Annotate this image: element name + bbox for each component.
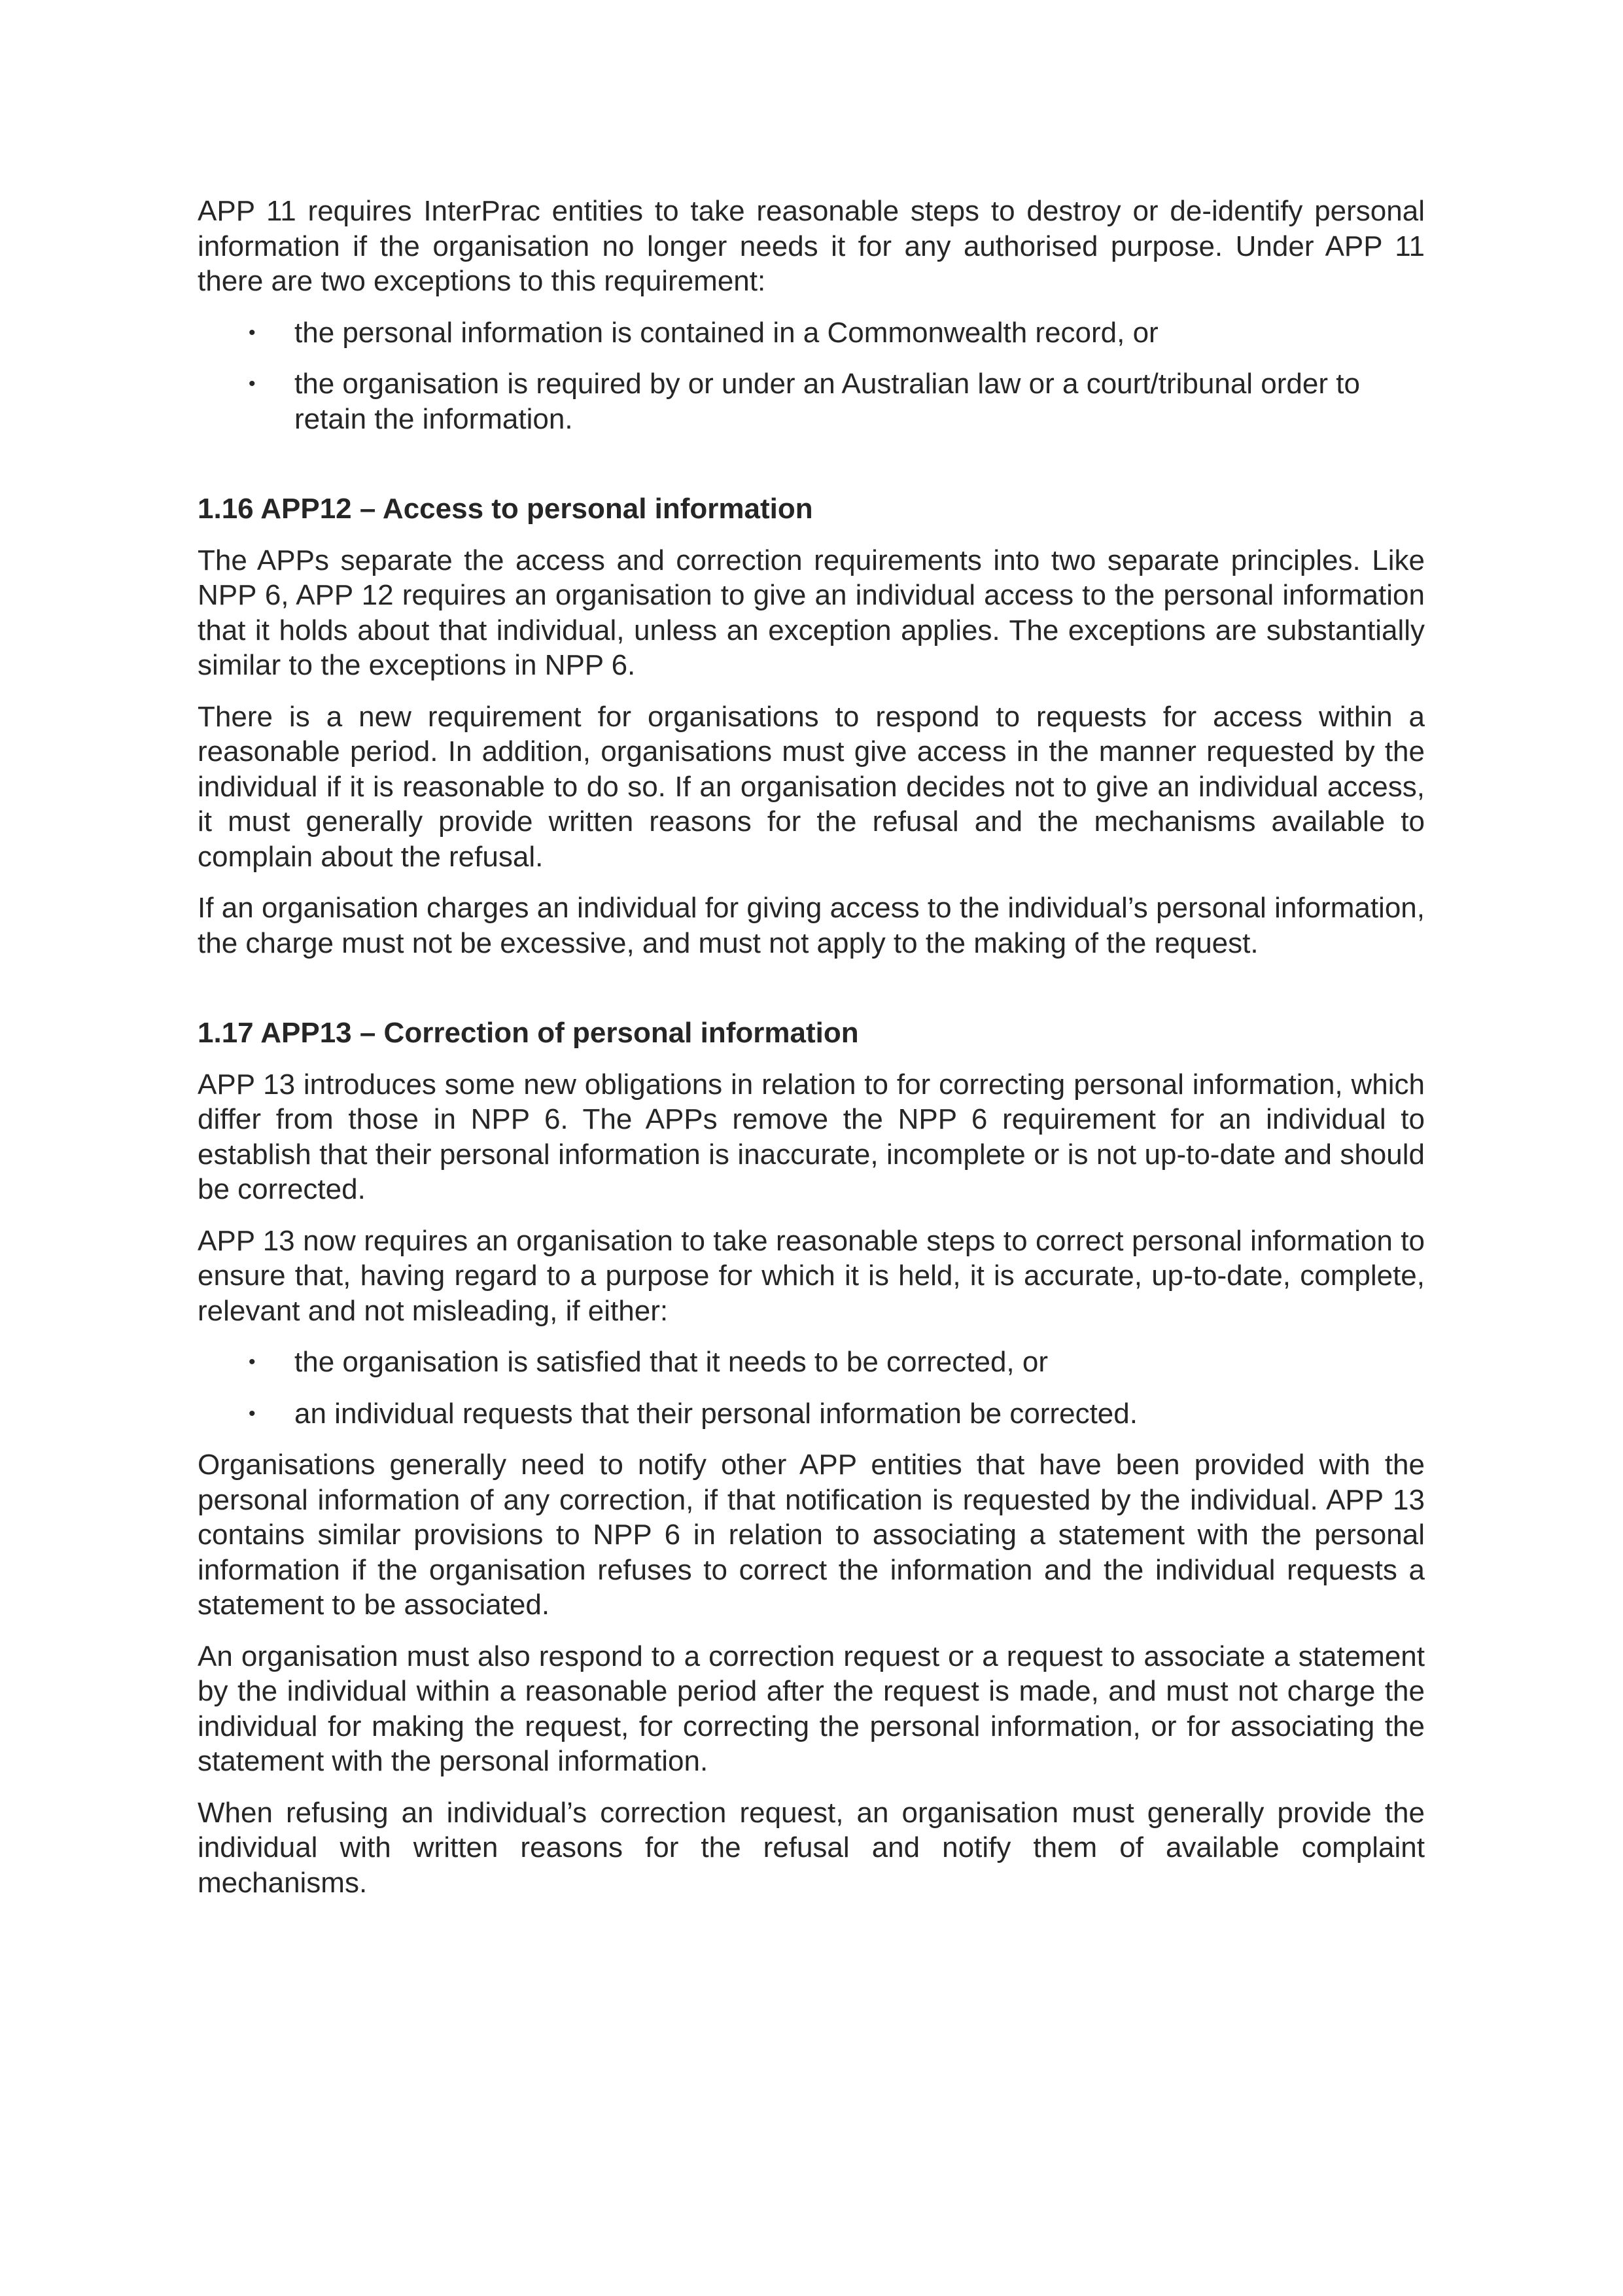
list-item <box>198 366 1425 436</box>
list-item-text: the personal information is contained in a Commonwealth record, or <box>294 316 1159 349</box>
section-heading-1-16: 1.16 APP12 – Access to personal information <box>198 493 813 525</box>
list-item <box>198 315 1425 351</box>
paragraph: When refusing an individual’s correction request, an organisation must generally provide the individual with written reasons for the refusal and notify them of available complaint mechanisms. <box>198 1796 1425 1899</box>
bullet-icon: • <box>249 1351 256 1373</box>
intro-bullet-list <box>198 315 1425 437</box>
document-page <box>198 194 1425 1916</box>
paragraph: There is a new requirement for organisations to respond to requests for access within a reasonable period. In addition, organisations must give access in the manner requested by the individual if it is reasonable to do so. If an organisation decides not to give an individual access, it must generally provide written reasons for the refusal and the mechanisms available to complain about the refusal. <box>198 700 1425 873</box>
paragraph: APP 13 introduces some new obligations in relation to for correcting personal information, which differ from those in NPP 6. The APPs remove the NPP 6 requirement for an individual to establish that their personal information is inaccurate, incomplete or is not up-to-date and should be corrected. <box>198 1068 1425 1205</box>
bullet-icon: • <box>249 373 256 395</box>
bullet-icon: • <box>249 321 256 344</box>
intro-paragraph: APP 11 requires InterPrac entities to take reasonable steps to destroy or de-identify personal information if the organisation no longer needs it for any authorised purpose. Under APP 11 there are two exceptions to this requirement: <box>198 195 1425 297</box>
paragraph: If an organisation charges an individual for giving access to the individual’s personal information, the charge must not be excessive, and must not apply to the making of the request. <box>198 892 1425 959</box>
list-item <box>198 1396 1425 1432</box>
section-heading-1-17: 1.17 APP13 – Correction of personal information <box>198 1017 859 1049</box>
list-item <box>198 1345 1425 1380</box>
bullet-icon: • <box>249 1402 256 1424</box>
section-1-17-bullet-list <box>198 1345 1425 1431</box>
list-item-text: the organisation is satisfied that it needs to be corrected, or <box>294 1346 1048 1378</box>
paragraph: APP 13 now requires an organisation to take reasonable steps to correct personal information to ensure that, having regard to a purpose for which it is held, it is accurate, up-to-date, complete, relevant and not misleading, if either: <box>198 1224 1425 1327</box>
list-item-text: an individual requests that their personal information be corrected. <box>294 1397 1138 1430</box>
list-item-text: the organisation is required by or under an Australian law or a court/tribunal order to retain the information. <box>294 368 1360 435</box>
paragraph: The APPs separate the access and correction requirements into two separate principles. Like NPP 6, APP 12 requires an organisation to give an individual access to the personal information that it holds about that individual, unless an exception applies. The exceptions are substantially similar to the exceptions in NPP 6. <box>198 544 1425 681</box>
paragraph: An organisation must also respond to a correction request or a request to associate a statement by the individual within a reasonable period after the request is made, and must not charge the individual for making the request, for correcting the personal information, or for associating the statement with the personal information. <box>198 1640 1425 1777</box>
paragraph: Organisations generally need to notify other APP entities that have been provided with the personal information of any correction, if that notification is requested by the individual. APP 13 contains similar provisions to NPP 6 in relation to associating a statement with the personal information if the organisation refuses to correct the information and the individual requests a statement to be associated. <box>198 1449 1425 1621</box>
